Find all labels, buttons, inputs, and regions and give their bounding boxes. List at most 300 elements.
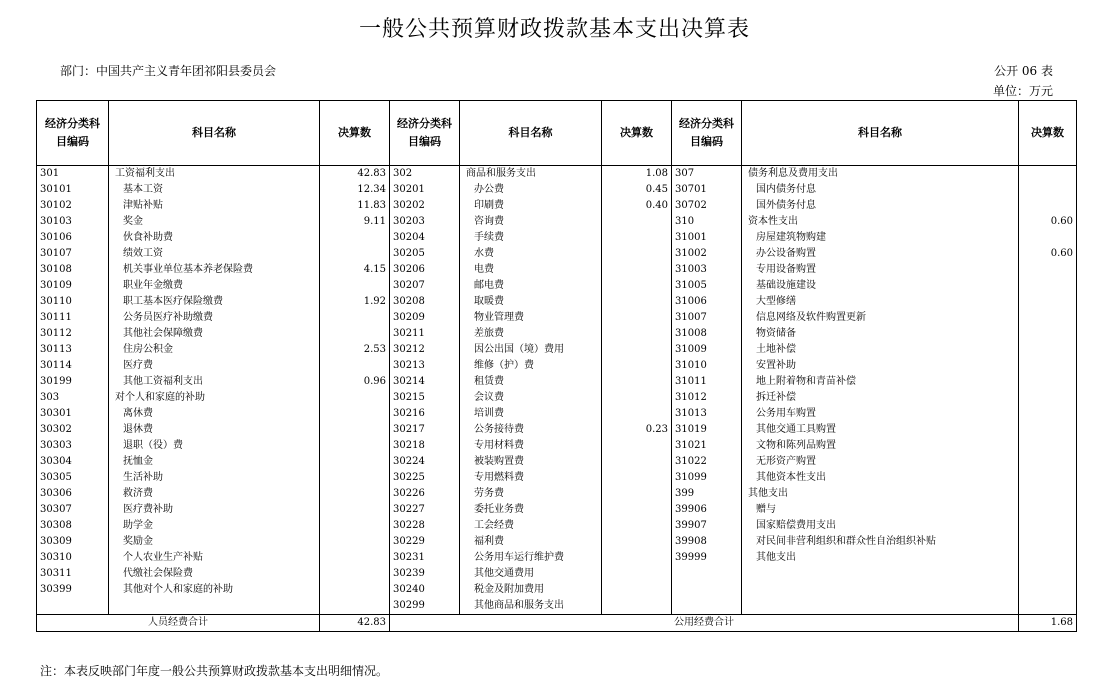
cell-name-2: 专用材料费 <box>460 438 602 454</box>
personnel-total-amount: 42.83 <box>320 615 390 632</box>
cell-code-2: 30209 <box>390 310 460 326</box>
cell-code-1: 30110 <box>37 294 109 310</box>
cell-code-3: 31008 <box>672 326 742 342</box>
cell-amount-2 <box>602 214 672 230</box>
cell-code-2: 30213 <box>390 358 460 374</box>
cell-code-2: 30228 <box>390 518 460 534</box>
cell-code-2: 30202 <box>390 198 460 214</box>
cell-code-3: 307 <box>672 166 742 183</box>
table-row <box>37 198 1077 214</box>
cell-name-2: 其他交通费用 <box>460 566 602 582</box>
cell-name-3: 公务用车购置 <box>742 406 1019 422</box>
cell-amount-1: 42.83 <box>320 166 390 183</box>
cell-code-3: 31003 <box>672 262 742 278</box>
cell-code-2: 302 <box>390 166 460 183</box>
cell-code-3: 31001 <box>672 230 742 246</box>
cell-name-1: 其他工资福利支出 <box>109 374 320 390</box>
header-row <box>37 101 1077 166</box>
cell-code-2: 30240 <box>390 582 460 598</box>
cell-code-1: 30311 <box>37 566 109 582</box>
cell-name-1: 基本工资 <box>109 182 320 198</box>
cell-name-1: 离休费 <box>109 406 320 422</box>
cell-amount-2 <box>602 230 672 246</box>
cell-amount-2 <box>602 486 672 502</box>
table-row <box>37 278 1077 294</box>
cell-amount-1 <box>320 566 390 582</box>
cell-amount-2 <box>602 310 672 326</box>
cell-amount-2 <box>602 438 672 454</box>
cell-name-2: 办公费 <box>460 182 602 198</box>
table-row <box>37 534 1077 550</box>
table-row <box>37 358 1077 374</box>
cell-name-3: 其他支出 <box>742 486 1019 502</box>
cell-amount-3 <box>1019 534 1077 550</box>
department-label: 部门：中国共产主义青年团祁阳县委员会 <box>60 64 277 78</box>
cell-code-1: 303 <box>37 390 109 406</box>
cell-name-3: 无形资产购置 <box>742 454 1019 470</box>
table-row <box>37 262 1077 278</box>
cell-name-2: 其他商品和服务支出 <box>460 598 602 615</box>
cell-code-3: 39999 <box>672 550 742 566</box>
cell-name-1: 生活补助 <box>109 470 320 486</box>
cell-code-3: 31002 <box>672 246 742 262</box>
header-code-2: 经济分类科目编码 <box>390 101 460 166</box>
cell-name-2: 委托业务费 <box>460 502 602 518</box>
cell-code-1: 30103 <box>37 214 109 230</box>
cell-name-3: 国外债务付息 <box>742 198 1019 214</box>
cell-amount-3 <box>1019 486 1077 502</box>
cell-name-2: 培训费 <box>460 406 602 422</box>
cell-name-1: 个人农业生产补贴 <box>109 550 320 566</box>
cell-code-2: 30208 <box>390 294 460 310</box>
cell-amount-3 <box>1019 198 1077 214</box>
cell-code-1: 30107 <box>37 246 109 262</box>
cell-code-2: 30217 <box>390 422 460 438</box>
cell-code-3: 31005 <box>672 278 742 294</box>
cell-code-2: 30203 <box>390 214 460 230</box>
table-row <box>37 470 1077 486</box>
cell-name-2: 维修（护）费 <box>460 358 602 374</box>
cell-amount-3 <box>1019 230 1077 246</box>
cell-amount-2: 1.08 <box>602 166 672 183</box>
cell-amount-1 <box>320 486 390 502</box>
cell-amount-2: 0.23 <box>602 422 672 438</box>
cell-amount-2: 0.45 <box>602 182 672 198</box>
cell-code-1: 30309 <box>37 534 109 550</box>
cell-amount-1: 9.11 <box>320 214 390 230</box>
cell-code-3: 31022 <box>672 454 742 470</box>
unit-label: 单位：万元 <box>992 84 1053 98</box>
cell-name-2: 会议费 <box>460 390 602 406</box>
cell-code-3: 31009 <box>672 342 742 358</box>
cell-name-1: 工资福利支出 <box>109 166 320 183</box>
table-row <box>37 454 1077 470</box>
cell-code-2: 30212 <box>390 342 460 358</box>
cell-code-2: 30216 <box>390 406 460 422</box>
cell-code-2: 30224 <box>390 454 460 470</box>
cell-name-1: 助学金 <box>109 518 320 534</box>
cell-code-2: 30206 <box>390 262 460 278</box>
cell-amount-1 <box>320 470 390 486</box>
cell-code-2: 30225 <box>390 470 460 486</box>
cell-name-1: 其他社会保障缴费 <box>109 326 320 342</box>
cell-amount-3 <box>1019 422 1077 438</box>
cell-amount-2 <box>602 278 672 294</box>
cell-amount-1: 12.34 <box>320 182 390 198</box>
table-row <box>37 342 1077 358</box>
cell-amount-2 <box>602 262 672 278</box>
cell-name-2: 商品和服务支出 <box>460 166 602 183</box>
cell-code-1: 30310 <box>37 550 109 566</box>
cell-code-1: 30111 <box>37 310 109 326</box>
cell-name-2: 公务接待费 <box>460 422 602 438</box>
cell-amount-2 <box>602 358 672 374</box>
cell-code-3: 31021 <box>672 438 742 454</box>
cell-code-1: 30199 <box>37 374 109 390</box>
cell-amount-2 <box>602 326 672 342</box>
cell-name-2: 邮电费 <box>460 278 602 294</box>
cell-name-3: 专用设备购置 <box>742 262 1019 278</box>
cell-amount-1 <box>320 518 390 534</box>
cell-name-1: 机关事业单位基本养老保险费 <box>109 262 320 278</box>
cell-amount-1 <box>320 358 390 374</box>
cell-code-2: 30214 <box>390 374 460 390</box>
cell-amount-2 <box>602 294 672 310</box>
cell-amount-3 <box>1019 166 1077 183</box>
cell-amount-3 <box>1019 566 1077 582</box>
cell-name-3: 房屋建筑物购建 <box>742 230 1019 246</box>
cell-code-1: 30114 <box>37 358 109 374</box>
cell-amount-1 <box>320 230 390 246</box>
cell-amount-1 <box>320 422 390 438</box>
form-number: 公开 06 表 <box>994 64 1053 78</box>
cell-amount-3: 0.60 <box>1019 246 1077 262</box>
table-row <box>37 502 1077 518</box>
cell-code-3: 39908 <box>672 534 742 550</box>
cell-code-2: 30207 <box>390 278 460 294</box>
cell-amount-1 <box>320 246 390 262</box>
cell-name-1: 医疗费 <box>109 358 320 374</box>
cell-amount-1: 1.92 <box>320 294 390 310</box>
cell-code-2: 30218 <box>390 438 460 454</box>
cell-name-3 <box>742 566 1019 582</box>
cell-name-1: 医疗费补助 <box>109 502 320 518</box>
cell-amount-3 <box>1019 182 1077 198</box>
header-name-2: 科目名称 <box>460 101 602 166</box>
cell-amount-3 <box>1019 278 1077 294</box>
cell-code-1: 30108 <box>37 262 109 278</box>
personnel-total-label: 人员经费合计 <box>37 615 320 632</box>
cell-amount-1 <box>320 454 390 470</box>
cell-code-3: 31006 <box>672 294 742 310</box>
cell-code-3: 31099 <box>672 470 742 486</box>
cell-code-3: 31007 <box>672 310 742 326</box>
cell-amount-1: 0.96 <box>320 374 390 390</box>
cell-amount-2 <box>602 342 672 358</box>
cell-amount-1 <box>320 278 390 294</box>
cell-name-1: 救济费 <box>109 486 320 502</box>
cell-name-2: 物业管理费 <box>460 310 602 326</box>
cell-name-1: 伙食补助费 <box>109 230 320 246</box>
cell-code-1 <box>37 598 109 615</box>
cell-code-1: 30101 <box>37 182 109 198</box>
totals-row <box>37 615 1077 632</box>
cell-amount-2 <box>602 390 672 406</box>
cell-name-1: 住房公积金 <box>109 342 320 358</box>
cell-amount-1 <box>320 598 390 615</box>
cell-amount-1: 2.53 <box>320 342 390 358</box>
cell-name-2: 手续费 <box>460 230 602 246</box>
cell-name-3: 其他交通工具购置 <box>742 422 1019 438</box>
cell-code-3 <box>672 566 742 582</box>
cell-amount-3 <box>1019 470 1077 486</box>
table-row <box>37 390 1077 406</box>
public-total-label: 公用经费合计 <box>390 615 1019 632</box>
cell-code-1: 30308 <box>37 518 109 534</box>
cell-amount-3 <box>1019 390 1077 406</box>
cell-code-1: 30307 <box>37 502 109 518</box>
cell-name-2: 税金及附加费用 <box>460 582 602 598</box>
cell-name-3: 文物和陈列品购置 <box>742 438 1019 454</box>
cell-amount-3 <box>1019 454 1077 470</box>
cell-code-1: 30304 <box>37 454 109 470</box>
cell-amount-1 <box>320 550 390 566</box>
cell-amount-3 <box>1019 342 1077 358</box>
cell-amount-3 <box>1019 438 1077 454</box>
cell-name-1: 奖励金 <box>109 534 320 550</box>
cell-name-3: 国家赔偿费用支出 <box>742 518 1019 534</box>
cell-name-1: 职业年金缴费 <box>109 278 320 294</box>
header-code-1: 经济分类科目编码 <box>37 101 109 166</box>
cell-code-3: 310 <box>672 214 742 230</box>
cell-amount-1 <box>320 326 390 342</box>
cell-name-3: 其他支出 <box>742 550 1019 566</box>
cell-code-1: 30399 <box>37 582 109 598</box>
cell-name-2: 水费 <box>460 246 602 262</box>
cell-name-2: 被装购置费 <box>460 454 602 470</box>
cell-code-1: 301 <box>37 166 109 183</box>
cell-name-3: 大型修缮 <box>742 294 1019 310</box>
table-row <box>37 582 1077 598</box>
cell-amount-2 <box>602 406 672 422</box>
cell-name-3: 其他资本性支出 <box>742 470 1019 486</box>
cell-name-2: 租赁费 <box>460 374 602 390</box>
header-name-3: 科目名称 <box>742 101 1019 166</box>
cell-code-3: 39907 <box>672 518 742 534</box>
cell-name-3: 办公设备购置 <box>742 246 1019 262</box>
cell-name-2: 电费 <box>460 262 602 278</box>
cell-amount-2 <box>602 502 672 518</box>
cell-code-1: 30106 <box>37 230 109 246</box>
cell-amount-2 <box>602 566 672 582</box>
cell-amount-1: 11.83 <box>320 198 390 214</box>
cell-name-2: 咨询费 <box>460 214 602 230</box>
table-row <box>37 518 1077 534</box>
cell-amount-3 <box>1019 294 1077 310</box>
cell-name-3: 信息网络及软件购置更新 <box>742 310 1019 326</box>
cell-name-2: 福利费 <box>460 534 602 550</box>
header-code-3: 经济分类科目编码 <box>672 101 742 166</box>
cell-name-2: 差旅费 <box>460 326 602 342</box>
cell-name-2: 专用燃料费 <box>460 470 602 486</box>
cell-amount-3 <box>1019 262 1077 278</box>
cell-name-1: 抚恤金 <box>109 454 320 470</box>
cell-name-3: 安置补助 <box>742 358 1019 374</box>
table-row <box>37 166 1077 183</box>
cell-code-2: 30211 <box>390 326 460 342</box>
cell-code-1: 30306 <box>37 486 109 502</box>
cell-code-3: 31013 <box>672 406 742 422</box>
cell-code-2: 30299 <box>390 598 460 615</box>
cell-name-2: 取暖费 <box>460 294 602 310</box>
cell-code-3 <box>672 582 742 598</box>
table-row <box>37 406 1077 422</box>
cell-amount-3 <box>1019 326 1077 342</box>
cell-code-3: 31019 <box>672 422 742 438</box>
cell-amount-2 <box>602 582 672 598</box>
cell-amount-1: 4.15 <box>320 262 390 278</box>
cell-code-1: 30301 <box>37 406 109 422</box>
cell-amount-2 <box>602 598 672 615</box>
cell-name-2: 印刷费 <box>460 198 602 214</box>
table-row <box>37 550 1077 566</box>
cell-amount-3: 0.60 <box>1019 214 1077 230</box>
header-amount-2: 决算数 <box>602 101 672 166</box>
cell-code-1: 30305 <box>37 470 109 486</box>
cell-amount-1 <box>320 438 390 454</box>
cell-amount-2 <box>602 246 672 262</box>
cell-name-3: 地上附着物和青苗补偿 <box>742 374 1019 390</box>
cell-code-3 <box>672 598 742 615</box>
cell-code-2: 30226 <box>390 486 460 502</box>
cell-code-2: 30204 <box>390 230 460 246</box>
cell-code-1: 30303 <box>37 438 109 454</box>
cell-name-2: 公务用车运行维护费 <box>460 550 602 566</box>
table-row <box>37 566 1077 582</box>
cell-name-1 <box>109 598 320 615</box>
header-name-1: 科目名称 <box>109 101 320 166</box>
cell-name-1: 津贴补贴 <box>109 198 320 214</box>
cell-name-3: 赠与 <box>742 502 1019 518</box>
cell-code-1: 30302 <box>37 422 109 438</box>
cell-amount-1 <box>320 310 390 326</box>
table-row <box>37 438 1077 454</box>
cell-name-1: 退职（役）费 <box>109 438 320 454</box>
cell-amount-2 <box>602 518 672 534</box>
cell-amount-2: 0.40 <box>602 198 672 214</box>
cell-amount-3 <box>1019 374 1077 390</box>
cell-name-1: 绩效工资 <box>109 246 320 262</box>
cell-amount-1 <box>320 406 390 422</box>
cell-code-3: 30701 <box>672 182 742 198</box>
cell-amount-1 <box>320 534 390 550</box>
page-title: 一般公共预算财政拨款基本支出决算表 <box>358 17 750 42</box>
cell-code-2: 30229 <box>390 534 460 550</box>
table-row <box>37 246 1077 262</box>
cell-code-2: 30201 <box>390 182 460 198</box>
cell-code-3: 31011 <box>672 374 742 390</box>
table-row <box>37 374 1077 390</box>
cell-name-3: 债务利息及费用支出 <box>742 166 1019 183</box>
cell-amount-3 <box>1019 550 1077 566</box>
cell-code-1: 30109 <box>37 278 109 294</box>
header-amount-1: 决算数 <box>320 101 390 166</box>
cell-code-1: 30113 <box>37 342 109 358</box>
cell-amount-2 <box>602 534 672 550</box>
table-row <box>37 598 1077 615</box>
cell-code-2: 30227 <box>390 502 460 518</box>
footnote: 注：本表反映部门年度一般公共预算财政拨款基本支出明细情况。 <box>40 664 389 678</box>
expenditure-table <box>36 100 1077 632</box>
cell-code-2: 30215 <box>390 390 460 406</box>
cell-code-2: 30239 <box>390 566 460 582</box>
cell-code-1: 30102 <box>37 198 109 214</box>
cell-code-3: 31012 <box>672 390 742 406</box>
cell-name-1: 退休费 <box>109 422 320 438</box>
cell-code-1: 30112 <box>37 326 109 342</box>
cell-amount-3 <box>1019 502 1077 518</box>
cell-code-2: 30205 <box>390 246 460 262</box>
header-amount-3: 决算数 <box>1019 101 1077 166</box>
cell-name-1: 代缴社会保险费 <box>109 566 320 582</box>
cell-code-2: 30231 <box>390 550 460 566</box>
table-row <box>37 294 1077 310</box>
cell-amount-2 <box>602 550 672 566</box>
cell-amount-3 <box>1019 518 1077 534</box>
cell-name-3: 国内债务付息 <box>742 182 1019 198</box>
table-row <box>37 310 1077 326</box>
cell-name-1: 其他对个人和家庭的补助 <box>109 582 320 598</box>
cell-name-3: 土地补偿 <box>742 342 1019 358</box>
cell-amount-3 <box>1019 358 1077 374</box>
cell-name-1: 职工基本医疗保险缴费 <box>109 294 320 310</box>
cell-name-3: 资本性支出 <box>742 214 1019 230</box>
cell-code-3: 31010 <box>672 358 742 374</box>
table-row <box>37 230 1077 246</box>
cell-amount-2 <box>602 454 672 470</box>
cell-code-3: 39906 <box>672 502 742 518</box>
cell-code-3: 399 <box>672 486 742 502</box>
public-total-amount: 1.68 <box>1019 615 1077 632</box>
cell-amount-1 <box>320 582 390 598</box>
table-row <box>37 486 1077 502</box>
cell-name-1: 奖金 <box>109 214 320 230</box>
cell-amount-3 <box>1019 310 1077 326</box>
cell-amount-3 <box>1019 598 1077 615</box>
table-row <box>37 182 1077 198</box>
cell-name-3: 拆迁补偿 <box>742 390 1019 406</box>
cell-amount-1 <box>320 390 390 406</box>
table-row <box>37 214 1077 230</box>
cell-name-3: 基础设施建设 <box>742 278 1019 294</box>
cell-name-3: 物资储备 <box>742 326 1019 342</box>
cell-code-3: 30702 <box>672 198 742 214</box>
cell-name-3 <box>742 598 1019 615</box>
cell-amount-3 <box>1019 582 1077 598</box>
cell-name-2: 因公出国（境）费用 <box>460 342 602 358</box>
cell-name-3 <box>742 582 1019 598</box>
table-row <box>37 422 1077 438</box>
cell-name-3: 对民间非营利组织和群众性自治组织补贴 <box>742 534 1019 550</box>
cell-name-1: 公务员医疗补助缴费 <box>109 310 320 326</box>
cell-name-2: 工会经费 <box>460 518 602 534</box>
cell-name-2: 劳务费 <box>460 486 602 502</box>
cell-amount-3 <box>1019 406 1077 422</box>
cell-amount-2 <box>602 470 672 486</box>
table-row <box>37 326 1077 342</box>
cell-amount-1 <box>320 502 390 518</box>
cell-amount-2 <box>602 374 672 390</box>
